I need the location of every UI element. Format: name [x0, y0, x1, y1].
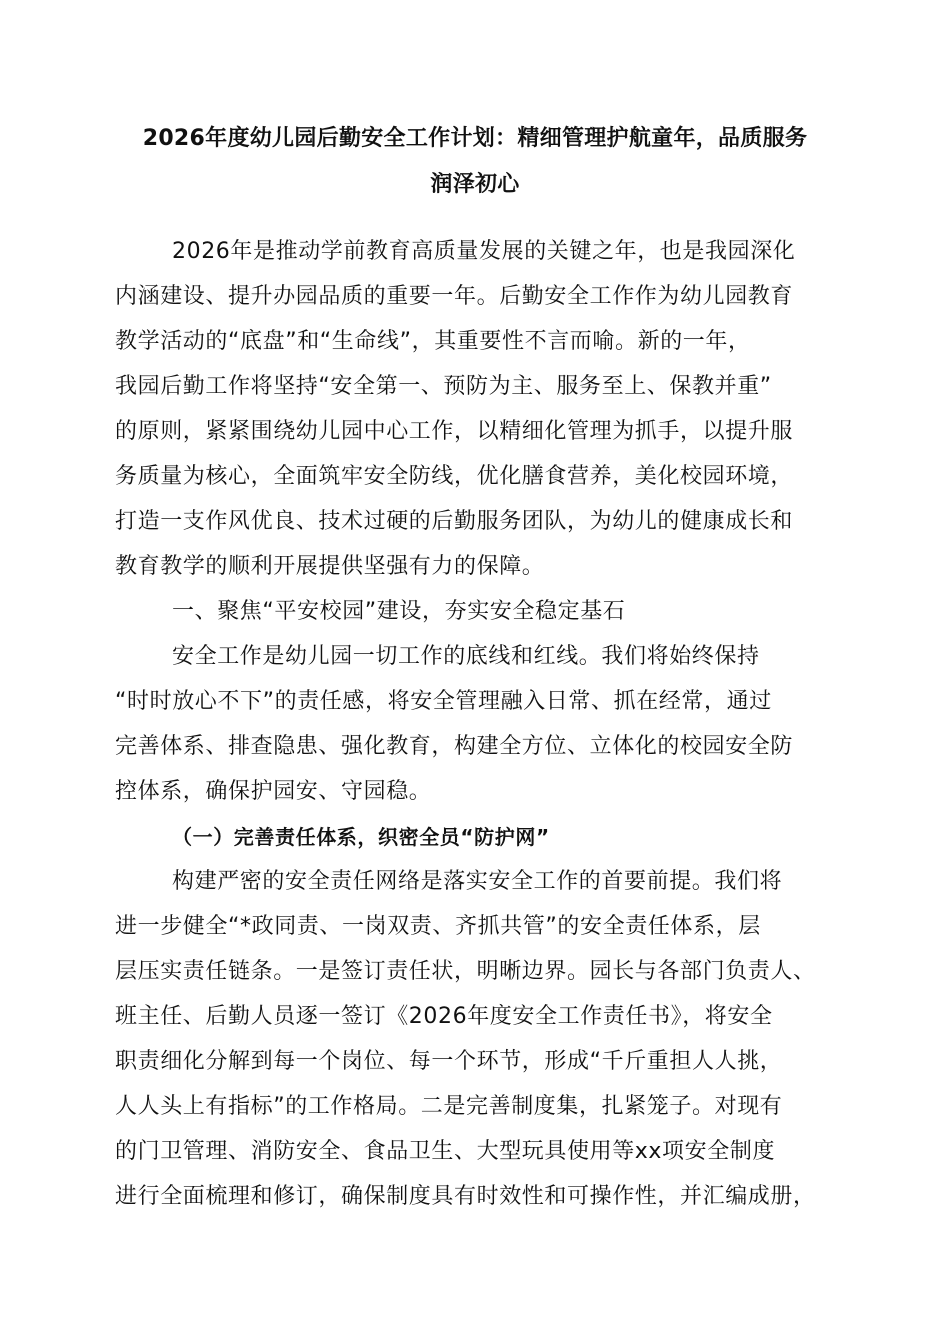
subsection-1-paragraph-line: 的门卫管理、消防安全、食品卫生、大型玩具使用等xx项安全制度 [115, 1139, 776, 1164]
subsection-1-paragraph-line: 进一步健全“*政同责、一岗双责、齐抓共管”的安全责任体系，层 [115, 914, 761, 939]
subsection-1-paragraph-line: 构建严密的安全责任网络是落实安全工作的首要前提。我们将 [172, 869, 783, 894]
intro-paragraph-line: 教学活动的“底盘”和“生命线”，其重要性不言而喻。新的一年， [115, 329, 751, 354]
intro-paragraph-line: 务质量为核心，全面筑牢安全防线，优化膳食营养，美化校园环境， [115, 464, 794, 489]
subsection-1-paragraph-line: 职责细化分解到每一个岗位、每一个环节，形成“千斤重担人人挑， [115, 1049, 783, 1074]
intro-paragraph-line: 内涵建设、提升办园品质的重要一年。后勤安全工作作为幼儿园教育 [115, 284, 794, 309]
section-1-paragraph-line: “时时放心不下”的责任感，将安全管理融入日常、抓在经常，通过 [115, 689, 772, 714]
subsection-1-paragraph-line: 人人头上有指标”的工作格局。二是完善制度集，扎紧笼子。对现有 [115, 1094, 783, 1119]
section-1-paragraph-line: 完善体系、排查隐患、强化教育，构建全方位、立体化的校园安全防 [115, 734, 794, 759]
document-title-line-1: 2026年度幼儿园后勤安全工作计划：精细管理护航童年，品质服务 [142, 126, 808, 151]
intro-paragraph-line: 2026年是推动学前教育高质量发展的关键之年，也是我园深化 [172, 239, 796, 264]
intro-paragraph-line: 我园后勤工作将坚持“安全第一、预防为主、服务至上、保教并重” [115, 374, 772, 399]
subsection-1-paragraph-line: 层压实责任链条。一是签订责任状，明晰边界。园长与各部门负责人、 [115, 959, 816, 984]
intro-paragraph-line: 教育教学的顺利开展提供坚强有力的保障。 [115, 554, 545, 579]
intro-paragraph-line: 的原则，紧紧围绕幼儿园中心工作，以精细化管理为抓手，以提升服 [115, 419, 794, 444]
subsection-1-heading: （一）完善责任体系，织密全员“防护网” [172, 825, 550, 849]
subsection-1-paragraph-line: 进行全面梳理和修订，确保制度具有时效性和可操作性，并汇编成册， [115, 1184, 816, 1209]
subsection-1-paragraph-line: 班主任、后勤人员逐一签订《2026年度安全工作责任书》，将安全 [115, 1004, 773, 1029]
section-1-paragraph-line: 安全工作是幼儿园一切工作的底线和红线。我们将始终保持 [172, 644, 760, 669]
document-title-line-2: 润泽初心 [430, 172, 520, 197]
intro-paragraph-line: 打造一支作风优良、技术过硬的后勤服务团队，为幼儿的健康成长和 [115, 509, 794, 534]
section-1-heading: 一、聚焦“平安校园”建设，夯实安全稳定基石 [172, 599, 626, 624]
section-1-paragraph-line: 控体系，确保护园安、守园稳。 [115, 779, 432, 804]
